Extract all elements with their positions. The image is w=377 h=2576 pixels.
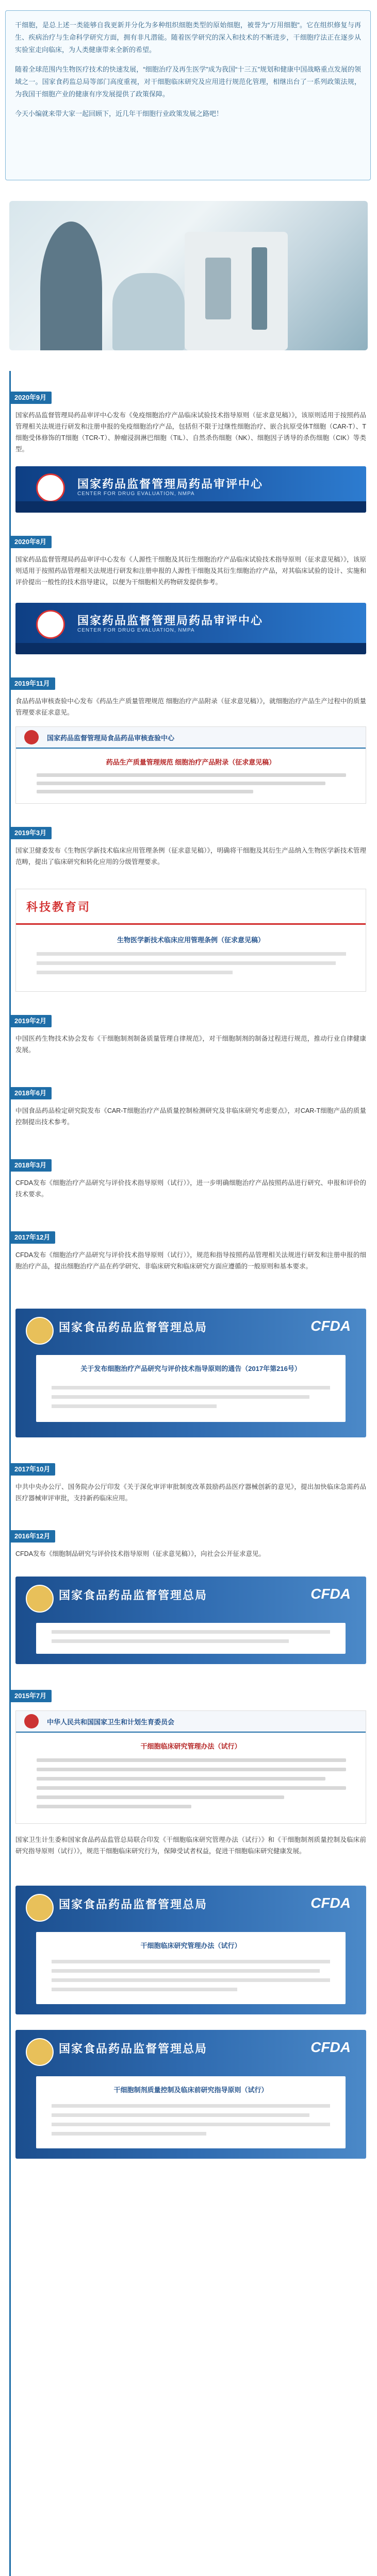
cde-banner-nav xyxy=(15,501,366,513)
kjy-document xyxy=(15,889,366,992)
intro-paragraph-3: 今天小编就来带大家一起回顾下，近几年干细胞行业政策发展之路吧！ xyxy=(15,110,223,117)
national-emblem-icon xyxy=(26,1894,54,1922)
doc-title: 关于发布细胞治疗产品研究与评价技术指导原则的通告（2017年第216号） xyxy=(80,1365,301,1372)
national-emblem-icon xyxy=(26,1585,54,1613)
cde-banner-subtitle: CENTER FOR DRUG EVALUATION, NMPA xyxy=(77,628,195,633)
cde-banner xyxy=(15,466,366,513)
timeline-date: 2020年8月 xyxy=(9,536,52,548)
timeline-date: 2019年11月 xyxy=(9,677,55,690)
intro-paragraph-1: 干细胞，是总上述一类能够自我更新并分化为多种组织细胞类型的原始细胞，被誉为“万用细胞”。它在组织修复与再生、疾病治疗与生命科学研究方面，拥有非凡潜能。随着医学研究的深入和技术的不断进步，干细胞疗法正在逐步从实验室走向临床，为人类健康带来全新的希望。 xyxy=(15,21,361,54)
doc-header: 中华人民共和国国家卫生和计划生育委员会 xyxy=(47,1718,175,1726)
timeline-date: 2017年10月 xyxy=(9,1463,55,1476)
cfda-title-cn: 国家食品药品监督管理总局 xyxy=(59,1321,208,1334)
doc-title: 干细胞制剂质量控制及临床前研究指导原则（试行） xyxy=(113,2086,268,2094)
timeline-text: 食品药品审核查验中心发布《药品生产质量管理规范 细胞治疗产品附录（征求意见稿）》，就细胞治疗产品生产过程中的质量管理要求征求意见。 xyxy=(15,698,366,716)
cfda-title-en: CFDA xyxy=(310,1318,351,1334)
cde-logo-icon xyxy=(36,610,65,639)
doc-header: 国家药品监督管理局食品药品审核查验中心 xyxy=(47,734,175,742)
timeline-text: 国家卫生计生委和国家食品药品监管总局联合印发《干细胞临床研究管理办法（试行）》和《干细胞制剂质量控制及临床前研究指导原则（试行）》，规范干细胞临床研究行为，保障受试者权益，促进干细胞临床研究健康发展。 xyxy=(15,1836,366,1855)
doc-title: 干细胞临床研究管理办法（试行） xyxy=(140,1742,241,1750)
cfda-banner-4 xyxy=(15,2030,366,2159)
timeline-text: CFDA发布《细胞治疗产品研究与评价技术指导原则（试行）》，规范和指导按照药品管理相关法规进行研发和注册申报的细胞治疗产品，提出细胞治疗产品在药学研究、非临床研究和临床研究方面应遵循的一般原则和基本要求。 xyxy=(15,1251,366,1270)
timeline-date: 2019年2月 xyxy=(9,1015,52,1027)
timeline-date: 2018年6月 xyxy=(9,1087,52,1099)
cfda-title-en: CFDA xyxy=(310,1895,351,1911)
timeline-text: 中共中央办公厅、国务院办公厅印发《关于深化审评审批制度改革鼓励药品医疗器械创新的意见》，提出加快临床急需药品医疗器械审评审批，支持新药临床应用。 xyxy=(15,1483,366,1502)
cfda-title-en: CFDA xyxy=(310,2039,351,2055)
cde-banner-2 xyxy=(15,603,366,654)
doc-title: 药品生产质量管理规范 细胞治疗产品附录（征求意见稿） xyxy=(106,758,276,766)
hero-lab-image xyxy=(9,201,368,350)
national-emblem-icon xyxy=(26,2038,54,2066)
cfda-banner xyxy=(15,1309,366,1437)
timeline-date: 2016年12月 xyxy=(9,1530,55,1543)
timeline-date: 2020年9月 xyxy=(9,392,52,404)
intro-paragraph-2: 随着全球范围内生物医疗技术的快速发展，“细胞治疗及再生医学”成为我国“十三五”规划和健康中国战略重点发展的领域之一。国家食药监总局等部门高度重视，对干细胞临床研究及应用进行规范化管理，相继出台了一系列政策法规，为我国干细胞产业的健康有序发展提供了政策保障。 xyxy=(15,65,361,98)
seal-icon xyxy=(24,730,39,744)
national-emblem-icon xyxy=(26,1317,54,1345)
timeline-date: 2018年3月 xyxy=(9,1159,52,1172)
doc-title: 干细胞临床研究管理办法（试行） xyxy=(140,1942,241,1950)
cde-banner-title: 国家药品监督管理局药品审评中心 xyxy=(77,478,264,490)
cfda-banner-3 xyxy=(15,1886,366,2014)
seal-icon xyxy=(24,1714,39,1728)
timeline-date: 2019年3月 xyxy=(9,827,52,839)
cde-banner-nav xyxy=(15,643,366,654)
timeline-text: 中国医药生物技术协会发布《干细胞制剂制备质量管理自律规范》，对干细胞制剂的制备过程进行规范，推动行业自律健康发展。 xyxy=(15,1035,366,1054)
nhfpc-document xyxy=(15,1710,366,1824)
timeline-text: 中国食品药品检定研究院发布《CAR-T细胞治疗产品质量控制检测研究及非临床研究考虑要点》，对CAR-T细胞产品的质量控制提出技术参考。 xyxy=(15,1107,366,1126)
cfdi-document xyxy=(15,726,366,804)
cfda-title-cn: 国家食品药品监督管理总局 xyxy=(59,2042,208,2055)
timeline-date: 2015年7月 xyxy=(9,1690,52,1702)
timeline-text: 国家药品监督管理局药品审评中心发布《免疫细胞治疗产品临床试验技术指导原则（征求意见稿）》，该原则适用于按照药品管理相关法规进行研发和注册申报的免疫细胞治疗产品，包括但不限于过继性细胞治疗、嵌合抗原受体T细胞（CAR-T）、T细胞受体修饰的T细胞（TCR-T）、肿瘤浸润淋巴细胞（TIL）、自然杀伤细胞（NK）、细胞因子诱导的杀伤细胞（CIK）等类型。 xyxy=(15,412,366,453)
intro-box xyxy=(5,10,371,180)
timeline-text: 国家卫健委发布《生物医学新技术临床应用管理条例（征求意见稿）》，明确将干细胞及其衍生产品纳入生物医学新技术管理范畴，提出了临床研究和转化应用的分级管理要求。 xyxy=(15,847,366,866)
timeline-text: 国家药品监督管理局药品审评中心发布《人源性干细胞及其衍生细胞治疗产品临床试验技术指导原则（征求意见稿）》，该原则适用于按照药品管理相关法规进行研发和注册申报的人源性干细胞及其衍生细胞治疗产品，对其临床试验的设计、实施和评价提出一般性的技术指导建议，以便为干细胞相关药物研发提供参考。 xyxy=(15,556,366,586)
cde-banner-title: 国家药品监督管理局药品审评中心 xyxy=(77,614,264,627)
cde-banner-subtitle: CENTER FOR DRUG EVALUATION, NMPA xyxy=(77,491,195,497)
cfda-title-cn: 国家食品药品监督管理总局 xyxy=(59,1898,208,1911)
timeline-date: 2017年12月 xyxy=(9,1231,55,1244)
kjy-logo: 科技教育司 xyxy=(26,901,91,913)
timeline-text: CFDA发布《细胞治疗产品研究与评价技术指导原则（试行）》，进一步明确细胞治疗产品按照药品进行研究、申报和评价的技术要求。 xyxy=(15,1179,366,1198)
cfda-banner-2 xyxy=(15,1577,366,1664)
cfda-title-cn: 国家食品药品监督管理总局 xyxy=(59,1589,208,1602)
timeline-text: CFDA发布《细胞制品研究与评价技术指导原则（征求意见稿）》，向社会公开征求意见。 xyxy=(15,1550,266,1557)
cde-logo-icon xyxy=(36,473,65,502)
cfda-title-en: CFDA xyxy=(310,1586,351,1602)
intro-section xyxy=(0,0,377,191)
doc-title: 生物医学新技术临床应用管理条例（征求意见稿） xyxy=(117,936,265,944)
